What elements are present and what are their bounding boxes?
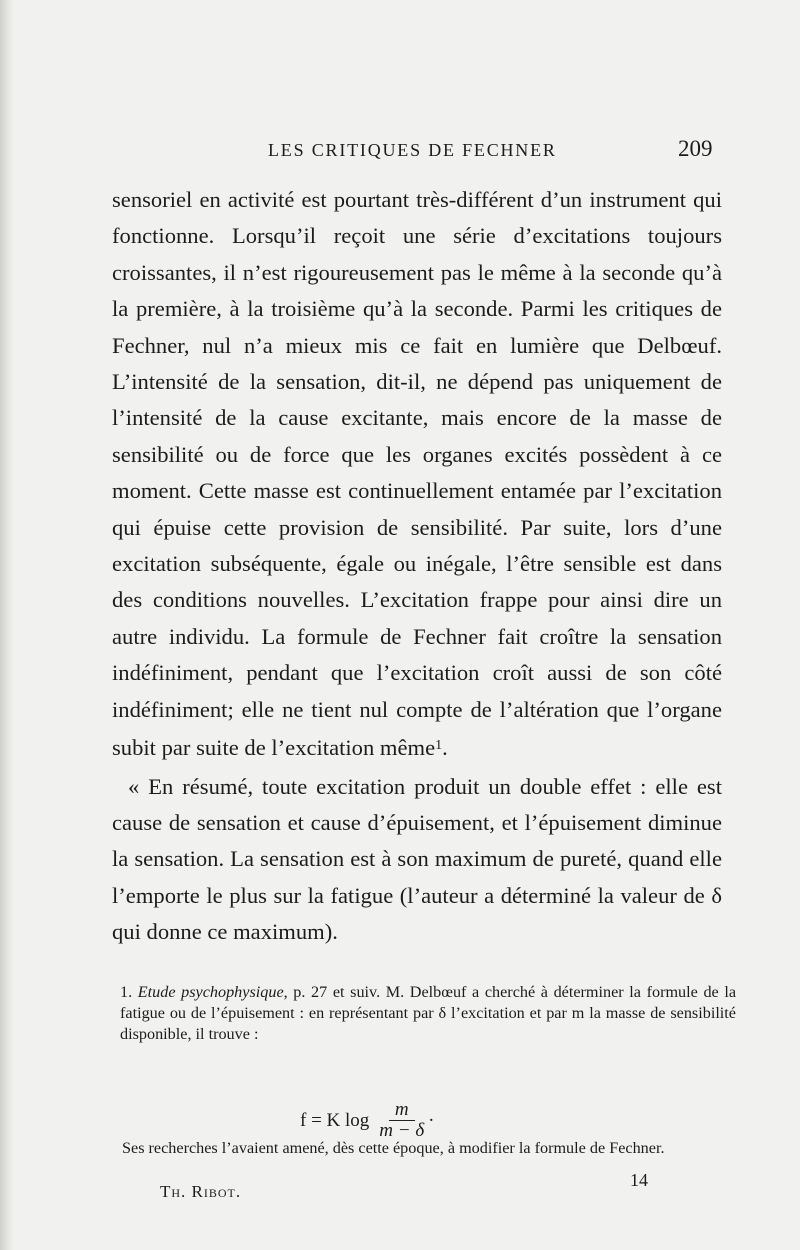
- footnote-conclusion: Ses recherches l’avaient amené, dès cette époque, à modifier la formule de Fechner.: [122, 1139, 665, 1157]
- running-title: LES CRITIQUES DE FECHNER: [268, 140, 557, 160]
- formula-fraction: [375, 1100, 428, 1141]
- formula-lhs: f = K log: [300, 1109, 370, 1131]
- sheet-number: 14: [630, 1170, 648, 1190]
- paragraph-2: « En résumé, toute excitation produit un double effet : elle est cause de sensation et cause d’épuisement, et l’épuisement diminue la sensation. La sensation est à son maximum de pureté, quand elle l’emporte le plus sur la fatigue (l’auteur a déterminé la valeur de δ qui donne ce maximum).: [112, 773, 722, 945]
- paragraph-1: [112, 182, 722, 767]
- footnote-number: 1.: [120, 983, 138, 1001]
- fatigue-formula: [300, 1100, 435, 1141]
- signature-text: Th. Ribot.: [160, 1182, 242, 1201]
- paragraph-1-text: sensoriel en activité est pourtant très-différent d’un instrument qui fonctionne. Lorsqu’il reçoit une série d’excitations toujours croissantes, il n’est rigoureusement pas le même à la seconde qu’à la première, à la troisième qu’à la seconde. Parmi les critiques de Fechner, nul n’a mieux mis ce fait en lumière que Delbœuf. L’intensité de la sensation, dit-il, ne dépend pas uniquement de l’intensité de la cause excitante, mais encore de la masse de sensibilité ou de force que les organes excités possèdent à ce moment. Cette masse est continuellement entamée par l’excitation qui épuise cette provision de sensibilité. Par suite, lors d’une excitation subséquente, égale ou inégale, l’être sensible est dans des conditions nouvelles. L’excitation frappe pour ainsi dire un autre individu. La formule de Fechner fait croître la sensation indéfiniment, pendant que l’excitation croît aussi de son côté indéfiniment; elle ne tient nul compte de l’altération que l’organe subit par suite de l’excitation même: [112, 187, 722, 761]
- printer-signature: [160, 1182, 241, 1202]
- paragraph-1-end: .: [442, 735, 448, 761]
- footnote-reference: 1: [435, 738, 443, 754]
- page-number: 209: [678, 136, 713, 161]
- formula-tail: ·: [428, 1109, 435, 1131]
- footnote: [120, 982, 736, 1045]
- footnote-work-title: Etude psychophysique: [137, 983, 284, 1001]
- main-text: [112, 182, 722, 951]
- footnote-text: [120, 982, 736, 1045]
- formula-numerator: m: [389, 1100, 415, 1121]
- formula-denominator: m − δ: [379, 1120, 425, 1141]
- footnote-body: , p. 27 et suiv. M. Delbœuf a cherché à déterminer la formule de la fatigue ou de l’épuisement : en représentant par δ l’excitation et par m la masse de sensibilité disponible, il trouve :: [120, 983, 737, 1043]
